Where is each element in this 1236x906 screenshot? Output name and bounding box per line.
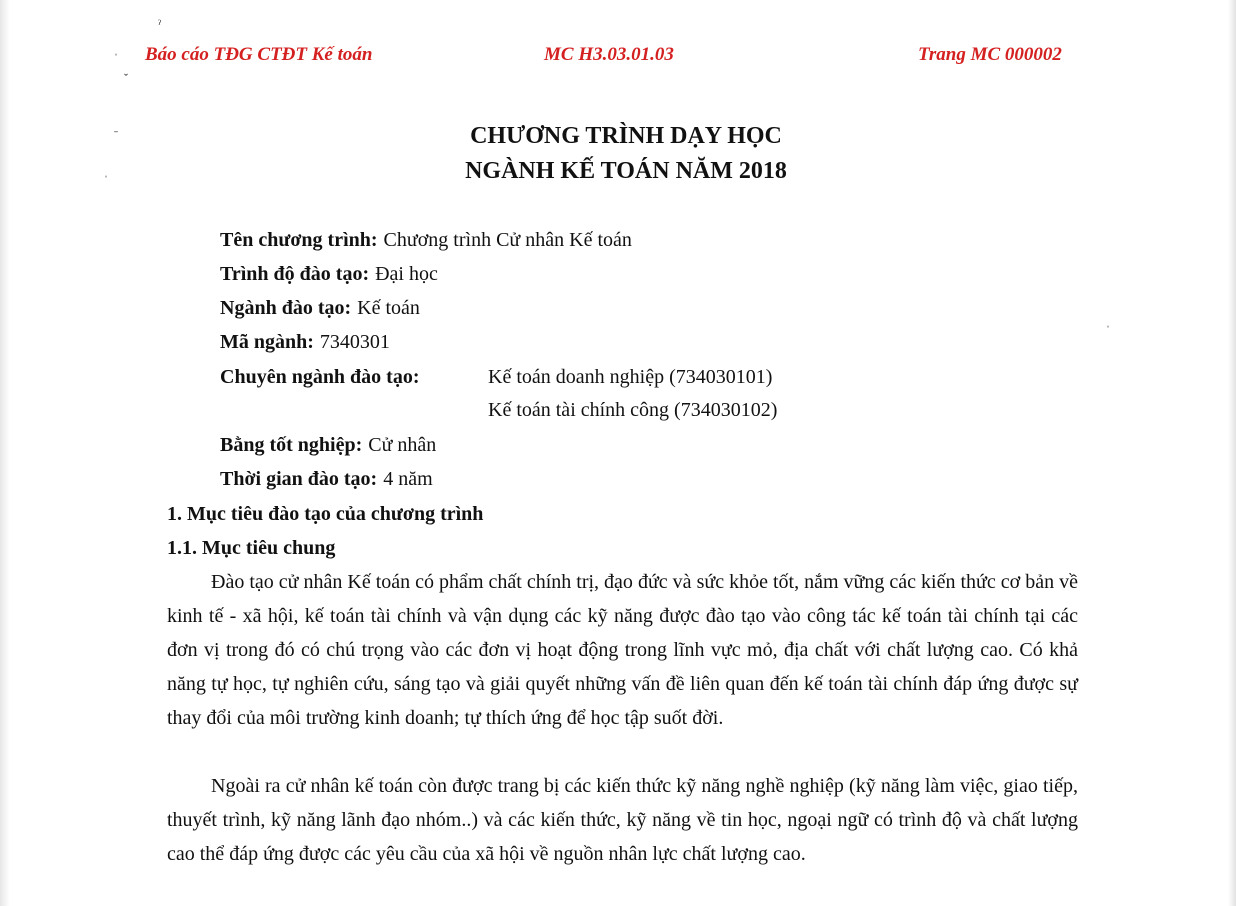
- info-degree-label: Bằng tốt nghiệp:: [220, 434, 363, 456]
- document-title-line1: CHƯƠNG TRÌNH DẠY HỌC: [470, 123, 782, 149]
- info-duration-label: Thời gian đào tạo:: [220, 468, 378, 490]
- scan-speck: ˈ: [114, 51, 118, 65]
- scan-speck: ˈ: [104, 173, 108, 187]
- paragraph-general-objective: Đào tạo cử nhân Kế toán có phẩm chất chính trị, đạo đức và sức khỏe tốt, nắm vững các kiến thức cơ bản về kinh tế - xã hội, kế toán tài chính và vận dụng các kỹ năng được đào tạo vào công tác kế toán tài chính tại các đơn vị trong đó có chú trọng vào các đơn vị hoạt động trong lĩnh vực mỏ, địa chất với chất lượng cao. Có khả năng tự học, tự nghiên cứu, sáng tạo và giải quyết những vấn đề liên quan đến kế toán tài chính đáp ứng được sự thay đổi của môi trường kinh doanh; tự thích ứng để học tập suốt đời.: [167, 571, 1078, 729]
- info-level-value: Đại học: [375, 263, 438, 285]
- info-level: [220, 263, 438, 286]
- paragraph-additional-skills: Ngoài ra cử nhân kế toán còn được trang bị các kiến thức kỹ năng nghề nghiệp (kỹ năng làm việc, giao tiếp, thuyết trình, kỹ năng lãnh đạo nhóm..) và các kiến thức, kỹ năng về tin học, ngoại ngữ có trình độ và chất lượng cao thể đáp ứng được các yêu cầu của xã hội về nguồn nhân lực chất lượng cao.: [167, 775, 1078, 865]
- header-document-code: MC H3.03.01.03: [544, 44, 674, 65]
- info-degree-value: Cử nhân: [368, 434, 437, 456]
- info-specialization-2: Kế toán tài chính công (734030102): [488, 399, 778, 421]
- info-duration: [220, 468, 433, 491]
- info-specialization-1: Kế toán doanh nghiệp (734030101): [488, 366, 773, 388]
- document-title-line2: NGÀNH KẾ TOÁN NĂM 2018: [465, 158, 787, 184]
- section-heading-1-1: 1.1. Mục tiêu chung: [167, 537, 336, 559]
- info-specialization-label: Chuyên ngành đào tạo:: [220, 366, 420, 388]
- header-report-title: Báo cáo TĐG CTĐT Kế toán: [145, 44, 373, 65]
- info-program: [220, 229, 632, 252]
- info-major: [220, 297, 420, 320]
- scan-speck: ˇ: [124, 71, 128, 85]
- scan-speck: ˗: [114, 123, 118, 137]
- info-major-value: Kế toán: [357, 297, 420, 319]
- info-degree: [220, 434, 436, 457]
- info-program-label: Tên chương trình:: [220, 229, 378, 251]
- info-code-label: Mã ngành:: [220, 331, 314, 353]
- section-heading-1: 1. Mục tiêu đào tạo của chương trình: [167, 503, 484, 525]
- info-major-label: Ngành đào tạo:: [220, 297, 352, 319]
- scan-speck: ˀ: [158, 17, 161, 31]
- info-code: [220, 331, 390, 354]
- info-specialization: [220, 366, 773, 389]
- scan-speck: ˈ: [1106, 323, 1110, 337]
- info-code-value: 7340301: [319, 331, 390, 353]
- info-program-value: Chương trình Cử nhân Kế toán: [383, 229, 632, 251]
- header-page-number: Trang MC 000002: [918, 44, 1062, 65]
- info-duration-value: 4 năm: [383, 468, 433, 490]
- info-level-label: Trình độ đào tạo:: [220, 263, 370, 285]
